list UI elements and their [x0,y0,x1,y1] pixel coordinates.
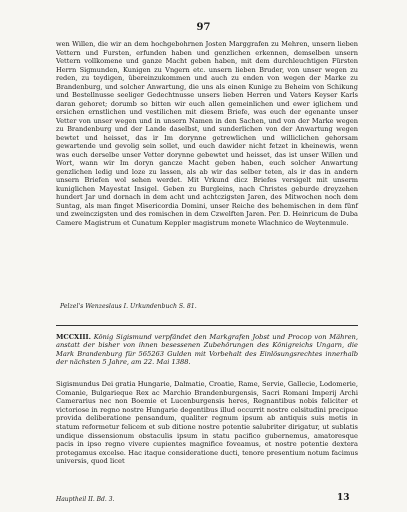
section-divider [56,325,358,326]
document-number: MCCXIII. [56,333,91,341]
source-citation: Pelzel's Wenzeslaus I. Urkundenbuch S. 81. [60,303,197,310]
document-heading [56,333,358,367]
document-summary: König Sigismund verpfändet den Markgrafen Jobst und Procop von Mähren, anstatt der bisher von ihnen besessenen Zubehörungen des Königreichs Ungarn, die Mark Brandenburg für 565263 Gulden mit Vorbehalt des Einlösungsrechtes innerhalb der nächsten 5 Jahre, am 22. Mai 1388. [56,333,358,367]
charter-text: wen Willen, die wir an dem hochgebohrnen Josten Marggrafen zu Mehren, unsern lieben Vettern und Fursten, erfunden haben und genzlichen erkennen, demselben unsern Vettern vollkomene und ganze Macht geben haben, mit dem durchleuchtigen Fürsten Herrn Sigmunden, Kunigen zu Vngern etc. unsern lieben Bruder, von unser wegen zu reden, zu teydigen, übereinzukommen und auch zu enden von wegen der Marke zu Brandenburg, und solcher Anwartung, die uns als einen Kunige zu Beheim von Schikung und Bestellnusse seeliger Gedechtnusse unsers lieben Herren und Vaters Keyser Karls daran gehoret; dorumb so bitten wir euch allen gemeinlichen und ewer iglichem und ersichen ernstlichen und vestilichen mit diesem Briefe, was euch der egenante unser Vetter von unser wegen und in unsern Namen in den Sachen, und von der Marke wegen zu Brandenburg und der Lande daselbst, und sunderlichen von der Anwartung wegen bewtet und heisset, das ir Im dorynne getrewlichen und williclichen gehorsam gewartende und gevolig sein sollet, und euch dawider nicht fetzet in kheinewis, wenn was euch derselbe unser Vetter dorynne gebewtet und heisset, das ist unser Willen und Wort, wann wir Im doryn gancze Macht geben haben, euch solcher Anwartung genzlichen ledig und loze zu lassen, als ab wir das selber teten, als ir das in andern unsern Briefen wol sehen werdet. Mit Vrkund dicz Briefes versigelt mit unserm kuniglichen Mayestat Insigel. Geben zu Burgleins, nach Christes geburde dreyzehen hundert Jar und dornach in dem acht und achtczigsten Jaren, des Mitwochen noch dem Suntag, als man finget Misericordia Domini, unser Reiche des behemischen in dem fünf und zweinczigsten und des romischen in dem Czwelften Jaren. Per. D. Heinricum de Duba Camere Magistrum et Cunatum Keppler magistrum monete Wlachnico de Weytenmule. [56,40,358,227]
printer-signature-mark: Hauptheil II. Bd. 3. [56,496,115,503]
page-number: 97 [196,22,211,33]
latin-charter-text: Sigismundus Dei gratia Hungarie, Dalmatie, Croatie, Rame, Servie, Gallecie, Lodomerie, Comanie, Bulgarieque Rex ac Marchio Brandenburgensis, Sacri Romani Imperij Archi Camerarius nec non Boemie et Lucenburgensis heres, Regnantibus nobis feliciter et victoriose in regno nostre Hungarie degentibus illud occurrit nostre celsitudini precipue provida deliberatione pensandum, qualiter regnum ipsum ab antiquis suis metis in statum reformetur felicem et sub ditione nostre potentie salubriter dirigatur, ut sublatis undique dissensionum obstaculis ipsum in statu pacifico gubernemus, amatoresque pacis in ipso regno vivere cupientes magnifice foveamus, et nostre potentie dextera protegamus excelse. Hac itaque consideratione ducti, tenore presentium notum facimus universis, quod licet [56,380,358,466]
sheet-number: 13 [337,493,350,503]
